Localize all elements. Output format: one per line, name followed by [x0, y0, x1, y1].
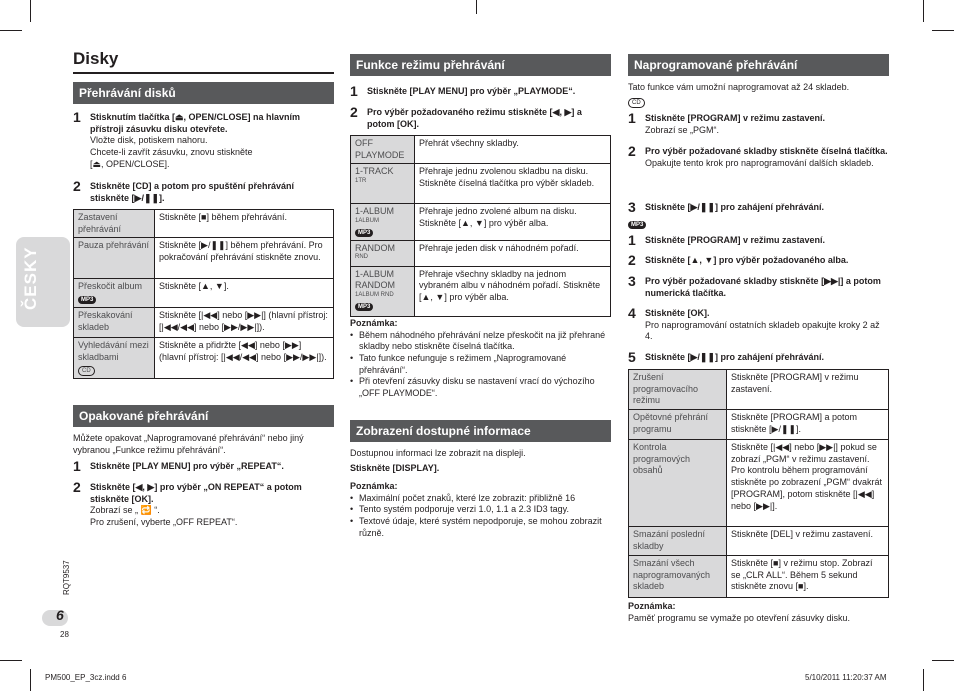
table-value: Stiskněte [PROGRAM] v režimu zastavení. — [727, 370, 889, 410]
step-number: 5 — [628, 349, 636, 365]
table-key-label: Opětovné přehrání programu — [633, 412, 709, 434]
section-heading: Funkce režimu přehrávání — [350, 54, 611, 76]
crop-mark — [923, 0, 924, 22]
step — [628, 349, 889, 365]
note-item: • Textové údaje, které systém nepodporuje, se mohou zobrazit různě. — [350, 516, 611, 539]
section-heading: Přehrávání disků — [73, 82, 334, 104]
table-value: Stiskněte [|◀◀] nebo [▶▶|] pokud se zobrazí „PGM“ v režimu zastavení. Pro kontrolu během programování stiskněte po zobrazení „PGM“ dvakrát [PROGRAM], potom stiskněte [|◀◀] nebo [▶▶|]. — [727, 440, 889, 527]
table-key — [351, 240, 415, 266]
step-instruction: Stiskněte [PROGRAM] v režimu zastavení. — [645, 113, 826, 123]
step-number: 1 — [628, 110, 636, 126]
note-item: • Při otevření zásuvky disku se nastavení vrací do výchozího „OFF PLAYMODE“. — [350, 376, 611, 399]
step-number: 2 — [628, 252, 636, 268]
cd-section-badge — [628, 96, 645, 108]
note — [350, 481, 611, 539]
program-table — [628, 369, 889, 598]
note-heading: Poznámka: — [350, 318, 398, 328]
step-number: 4 — [628, 305, 636, 321]
table-row — [629, 556, 889, 598]
footer-date: 5/10/2011 11:20:37 AM — [805, 673, 887, 682]
step-instruction: Pro výběr požadovaného režimu stiskněte [◀, ▶] a potom [OK]. — [367, 107, 582, 129]
table-key — [351, 164, 415, 204]
table-row — [74, 338, 334, 378]
table-row — [351, 204, 611, 240]
step-number: 2 — [73, 178, 81, 194]
table-value: Stiskněte [DEL] v režimu zastavení. — [727, 527, 889, 556]
step-number: 1 — [73, 458, 81, 474]
step-text: Zobrazí se „PGM“. — [645, 124, 720, 135]
table-row — [74, 210, 334, 238]
section-heading: Naprogramované přehrávání — [628, 54, 889, 76]
table-row — [629, 370, 889, 410]
step-text: [⏏, OPEN/CLOSE]. — [90, 158, 170, 169]
crop-mark — [30, 669, 31, 691]
table-row — [351, 266, 611, 316]
step-text: Opakujte tento krok pro naprogramování dalších skladeb. — [645, 157, 874, 168]
section-intro: Můžete opakovat „Naprogramované přehrávání“ nebo jiný vybranou „Funkce režimu přehrávání“. — [73, 433, 304, 455]
note-heading: Poznámka: — [628, 601, 676, 611]
table-key-label: 1-ALBUM — [355, 206, 395, 217]
note-item: • Tato funkce nefunguje s režimem „Naprogramované přehrávání“. — [350, 353, 611, 376]
page-number-small: 28 — [60, 630, 69, 639]
step — [73, 178, 334, 204]
table-row — [629, 440, 889, 527]
footer-file: PM500_EP_3cz.indd 6 — [45, 673, 127, 682]
table-key — [74, 279, 155, 308]
doc-code: RQT9537 — [62, 560, 71, 595]
section-intro: Dostupnou informaci lze zobrazit na displeji. — [350, 448, 526, 458]
display-indicator: 1ALBUM — [355, 218, 380, 225]
mp3-badge: MP3 — [628, 221, 646, 229]
step-instruction: Pro výběr požadované skladby stiskněte [▶▶|] a potom numerická tlačítka. — [645, 276, 881, 298]
table-key-label: 1-ALBUM RANDOM — [355, 268, 395, 291]
table-key — [74, 338, 155, 378]
table-value: Stiskněte [■] v režimu stop. Zobrazí se „CLR ALL“. Během 5 sekund stiskněte znovu [■]. — [727, 556, 889, 598]
step-number: 1 — [73, 109, 81, 125]
step-text: Vložte disk, potiskem nahoru. — [90, 135, 208, 146]
table-row — [74, 279, 334, 308]
step-number: 2 — [628, 143, 636, 159]
note-heading: Poznámka: — [350, 481, 398, 491]
step-instruction: Stisknutím tlačítka [⏏, OPEN/CLOSE] na hlavním přístroji zásuvku disku otevřete. — [90, 112, 301, 134]
table-key — [74, 210, 155, 238]
step-number: 3 — [628, 199, 636, 215]
crop-mark — [0, 660, 22, 661]
step — [73, 458, 334, 474]
note-list — [350, 330, 611, 400]
note-item: • Během náhodného přehrávání nelze přeskočit na již přehrané skladby nebo stiskněte číselná tlačítka. — [350, 330, 611, 353]
step-number: 3 — [628, 273, 636, 289]
table-key-label: Smazání poslední skladby — [633, 529, 706, 551]
step — [628, 305, 889, 343]
step-text: Zobrazí se „ 🔁 “. — [90, 505, 160, 516]
step-instruction: Stiskněte [▶/❚❚] pro zahájení přehrávání. — [645, 202, 825, 212]
crop-mark — [932, 660, 954, 661]
table-row — [74, 238, 334, 279]
note-item: • Maximální počet znaků, které lze zobrazit: přibližně 16 — [350, 493, 611, 505]
step-instruction: Stiskněte [PLAY MENU] pro výběr „REPEAT“. — [90, 461, 284, 471]
step — [628, 199, 889, 215]
table-row — [629, 527, 889, 556]
table-key — [629, 527, 727, 556]
note — [350, 318, 611, 400]
note-list — [350, 493, 611, 540]
step-number: 1 — [350, 83, 358, 99]
page-title: Disky — [73, 49, 119, 68]
cd-badge: CD — [628, 98, 645, 108]
table-row — [351, 136, 611, 164]
table-value: Stiskněte a přidržte [◀◀] nebo [▶▶] (hlavní přístroj: [|◀◀/◀◀] nebo [▶▶/▶▶|]). — [155, 338, 334, 378]
page-number: 6 — [56, 607, 64, 623]
table-key — [629, 410, 727, 440]
table-key-label: Pauza přehrávání — [78, 240, 150, 251]
step-instruction: Stiskněte [PLAY MENU] pro výběr „PLAYMODE“. — [367, 86, 576, 96]
table-key-label: Vyhledávání mezi skladbami — [78, 340, 149, 363]
note-text: Paměť programu se vymaže po otevření zásuvky disku. — [628, 612, 850, 623]
step — [350, 83, 611, 99]
step-number: 2 — [73, 479, 81, 495]
mp3-badge: MP3 — [78, 296, 96, 304]
crop-mark — [932, 30, 954, 31]
mp3-badge: MP3 — [355, 303, 373, 311]
table-key-label: 1-TRACK — [355, 166, 394, 177]
step-instruction: Stiskněte [OK]. — [645, 308, 710, 318]
table-value: Přehrát všechny skladby. — [415, 136, 611, 164]
step-number: 2 — [350, 104, 358, 120]
display-indicator: 1ALBUM RND — [355, 291, 394, 298]
crop-mark — [476, 0, 477, 14]
table-key-label: Kontrola programových obsahů — [633, 442, 691, 476]
table-value: Přehraje všechny skladby na jednom vybraném albu v náhodném pořadí. Stiskněte [▲, ▼] pro výběr alba. — [415, 266, 611, 316]
display-indicator: 1TR — [355, 178, 367, 185]
table-value: Přehraje jedno zvolené album na disku. Stiskněte [▲, ▼] pro výběr alba. — [415, 204, 611, 240]
playmode-table — [350, 135, 611, 317]
table-value: Stiskněte [|◀◀] nebo [▶▶|] (hlavní přístroj: [|◀◀/◀◀] nebo [▶▶/▶▶|]). — [155, 308, 334, 338]
table-value: Přehraje jeden disk v náhodném pořadí. — [415, 240, 611, 266]
table-key — [351, 136, 415, 164]
table-key-label: Zrušení programovacího režimu — [633, 372, 699, 406]
step-instruction: Stiskněte [◀, ▶] pro výběr „ON REPEAT“ a potom stiskněte [OK]. — [90, 482, 302, 504]
step-instruction: Stiskněte [▶/❚❚] pro zahájení přehrávání. — [645, 352, 825, 362]
title-rule — [73, 72, 334, 74]
step — [628, 232, 889, 248]
table-key — [629, 556, 727, 598]
step-instruction: Pro výběr požadované skladby stiskněte číselná tlačítka. — [645, 146, 888, 156]
table-key-label: Zastavení přehrávání — [78, 212, 122, 234]
step-instruction: Stiskněte [▲, ▼] pro výběr požadovaného alba. — [645, 255, 849, 265]
display-indicator: RND — [355, 254, 368, 261]
playback-table — [73, 209, 334, 379]
mp3-badge: MP3 — [355, 229, 373, 237]
section-heading: Opakované přehrávání — [73, 405, 334, 427]
table-value: Stiskněte [PROGRAM] a potom stiskněte [▶/❚❚]. — [727, 410, 889, 440]
language-tab-label: ČESKY — [21, 246, 40, 310]
crop-mark — [0, 30, 22, 31]
table-row — [351, 240, 611, 266]
crop-mark — [30, 0, 31, 22]
step — [628, 143, 889, 169]
section-heading: Zobrazení dostupné informace — [350, 420, 611, 442]
table-key — [629, 370, 727, 410]
table-value: Přehraje jednu zvolenou skladbu na disku. Stiskněte číselná tlačítka pro výběr skladeb. — [415, 164, 611, 204]
step — [73, 479, 334, 529]
step-instruction: Stiskněte [PROGRAM] v režimu zastavení. — [645, 235, 826, 245]
table-key — [351, 204, 415, 240]
crop-mark — [923, 669, 924, 691]
table-key-label: OFF PLAYMODE — [355, 138, 405, 160]
table-key-label: RANDOM — [355, 242, 395, 253]
table-key — [74, 238, 155, 279]
step — [350, 104, 611, 130]
step — [628, 252, 889, 268]
note-item: • Tento systém podporuje verzi 1.0, 1.1 a 2.3 ID3 tagy. — [350, 504, 611, 516]
step-instruction: Stiskněte [CD] a potom pro spuštění přehrávání stiskněte [▶/❚❚]. — [90, 181, 295, 203]
display-instruction: Stiskněte [DISPLAY]. — [350, 463, 440, 473]
step-text: Chcete-li zavřít zásuvku, znovu stiskněte — [90, 147, 253, 158]
cd-badge: CD — [78, 366, 95, 376]
table-key-label: Smazání všech naprogramovaných skladeb — [633, 558, 711, 592]
section-intro: Tato funkce vám umožní naprogramovat až 24 skladeb. — [628, 82, 850, 92]
step-text: Pro naprogramování ostatních skladeb opakujte kroky 2 až 4. — [645, 319, 880, 342]
table-key — [74, 308, 155, 338]
table-row — [74, 308, 334, 338]
step — [628, 273, 889, 299]
page-number-badge — [42, 610, 68, 626]
note — [628, 601, 889, 624]
table-key-label: Přeskočit album — [78, 281, 143, 292]
table-value: Stiskněte [▶/❚❚] během přehrávání. Pro pokračování přehrávání stiskněte znovu. — [155, 238, 334, 279]
table-row — [351, 164, 611, 204]
mp3-section-badge — [628, 218, 646, 230]
step-number: 1 — [628, 232, 636, 248]
table-key — [629, 440, 727, 527]
table-key — [351, 266, 415, 316]
table-row — [629, 410, 889, 440]
table-value: Stiskněte [■] během přehrávání. — [155, 210, 334, 238]
table-value: Stiskněte [▲, ▼]. — [155, 279, 334, 308]
step — [73, 109, 334, 170]
step — [628, 110, 889, 136]
step-text: Pro zrušení, vyberte „OFF REPEAT“. — [90, 517, 238, 528]
table-key-label: Přeskakování skladeb — [78, 310, 133, 333]
